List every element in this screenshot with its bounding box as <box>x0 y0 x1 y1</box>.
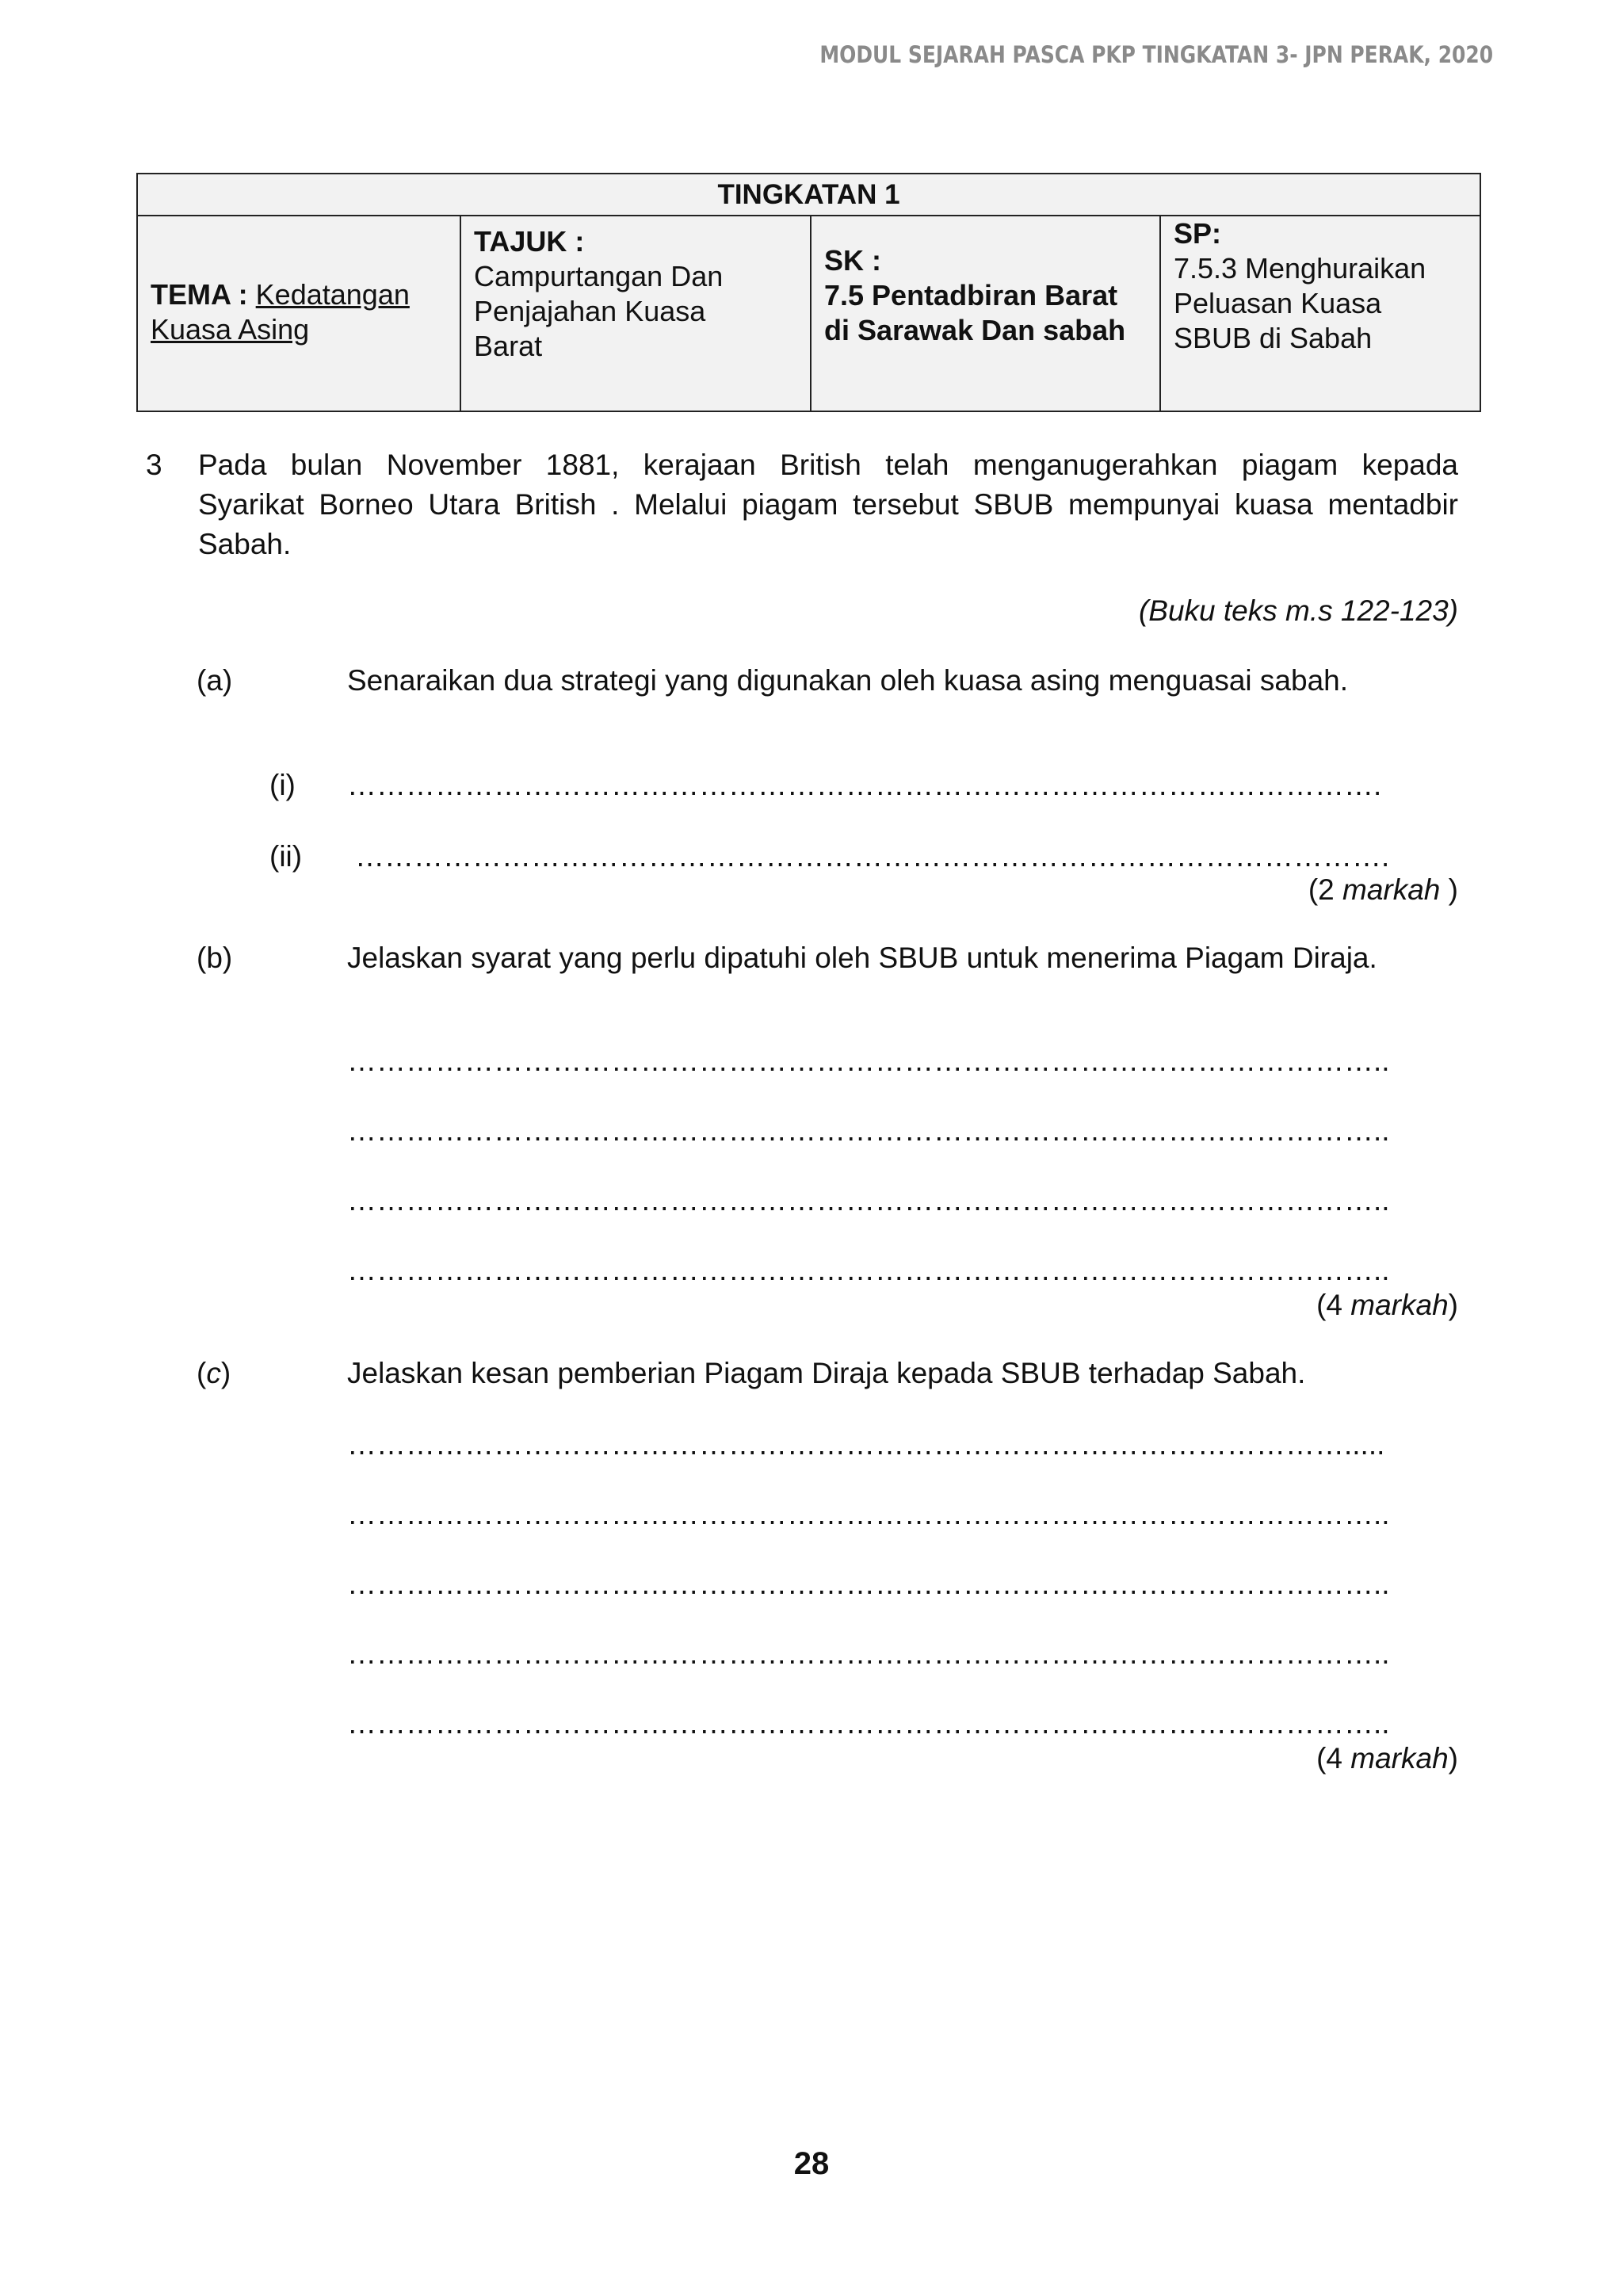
answer-line-a-ii[interactable]: ……………………………………………………………………………………………. <box>355 840 1390 873</box>
sp-cell <box>1161 216 1480 411</box>
tajuk-label: TAJUK : <box>474 225 585 258</box>
tema-label: TEMA : <box>151 278 248 311</box>
part-c-label <box>197 1357 231 1390</box>
tajuk-line: Barat <box>474 330 543 362</box>
part-b-marks-word: markah <box>1350 1289 1449 1321</box>
part-c-marks-word: markah <box>1350 1742 1449 1775</box>
part-a-marks-open: (2 <box>1308 873 1342 906</box>
part-c-marks <box>1316 1742 1458 1775</box>
part-a-marks-word: markah <box>1342 873 1441 906</box>
part-a-label: (a) <box>197 664 233 697</box>
sk-line: di Sarawak Dan sabah <box>824 314 1126 346</box>
sp-line: Peluasan Kuasa <box>1173 287 1382 319</box>
answer-line-c[interactable]: …………………………………………………………………………………………….. <box>347 1568 1390 1600</box>
answer-line-c[interactable]: …………………………………………………………………………………………….. <box>347 1707 1390 1740</box>
tema-value-line1: Kedatangan <box>255 278 410 311</box>
sk-line: 7.5 Pentadbiran Barat <box>824 279 1118 311</box>
sp-line: 7.5.3 Menghuraikan <box>1173 252 1426 285</box>
topic-info-table <box>136 173 1481 412</box>
question-stem-line: Pada bulan November 1881, kerajaan British telah menganugerahkan piagam kepada <box>198 449 1458 481</box>
tema-cell <box>138 216 461 411</box>
part-b-question: Jelaskan syarat yang perlu dipatuhi oleh SBUB untuk menerima Piagam Diraja. <box>347 942 1377 974</box>
module-header-title: MODUL SEJARAH PASCA PKP TINGKATAN 3- JPN PERAK, 2020 <box>819 41 1493 68</box>
question-stem <box>198 445 1458 564</box>
part-c-question: Jelaskan kesan pemberian Piagam Diraja kepada SBUB terhadap Sabah. <box>347 1357 1306 1389</box>
tajuk-line: Campurtangan Dan <box>474 260 724 292</box>
answer-line-b[interactable]: …………………………………………………………………………………………….. <box>347 1184 1390 1217</box>
sk-cell <box>812 216 1161 411</box>
part-b-marks <box>1316 1289 1458 1322</box>
sp-line: SBUB di Sabah <box>1173 322 1373 354</box>
sk-label: SK : <box>824 244 881 277</box>
answer-line-b[interactable]: …………………………………………………………………………………………….. <box>347 1254 1390 1286</box>
part-b-marks-open: (4 <box>1316 1289 1351 1321</box>
tajuk-cell <box>461 216 812 411</box>
table-level-heading: TINGKATAN 1 <box>138 174 1480 216</box>
sp-label: SP: <box>1173 217 1221 250</box>
part-b-label: (b) <box>197 942 233 974</box>
tajuk-line: Penjajahan Kuasa <box>474 295 706 327</box>
answer-line-b[interactable]: …………………………………………………………………………………………….. <box>347 1114 1390 1147</box>
answer-line-c[interactable]: …………………………………………………………………………………………….. <box>347 1498 1390 1530</box>
part-c-marks-close: ) <box>1448 1742 1458 1775</box>
question-stem-line: Sabah. <box>198 528 292 560</box>
part-c-label-letter: c <box>206 1357 221 1389</box>
part-b-marks-close: ) <box>1448 1289 1458 1321</box>
part-a-question: Senaraikan dua strategi yang digunakan oleh kuasa asing menguasai sabah. <box>347 664 1349 697</box>
question-number: 3 <box>146 449 162 481</box>
textbook-reference: (Buku teks m.s 122-123) <box>1138 594 1458 627</box>
answer-line-b[interactable]: …………………………………………………………………………………………….. <box>347 1045 1390 1077</box>
part-c-label-close: ) <box>220 1357 231 1389</box>
page-number: 28 <box>793 2146 830 2181</box>
part-c-label-open: ( <box>197 1357 207 1389</box>
answer-line-c[interactable]: …………………………………………………………………………………………….. <box>347 1637 1390 1670</box>
part-c-marks-open: (4 <box>1316 1742 1351 1775</box>
question-stem-line: Syarikat Borneo Utara British . Melalui piagam tersebut SBUB mempunyai kuasa mentadbir <box>198 488 1458 521</box>
part-a-marks-close: ) <box>1440 873 1458 906</box>
tema-value-line2: Kuasa Asing <box>151 313 310 346</box>
part-a-marks <box>1308 873 1458 907</box>
part-a-sub-ii-label: (ii) <box>269 840 303 873</box>
part-a-sub-i-label: (i) <box>269 769 296 801</box>
answer-line-c[interactable]: …………………………………………………………………………………………..... <box>347 1428 1385 1461</box>
answer-line-a-i[interactable]: ……………………………………………………………………………………………. <box>347 769 1382 801</box>
